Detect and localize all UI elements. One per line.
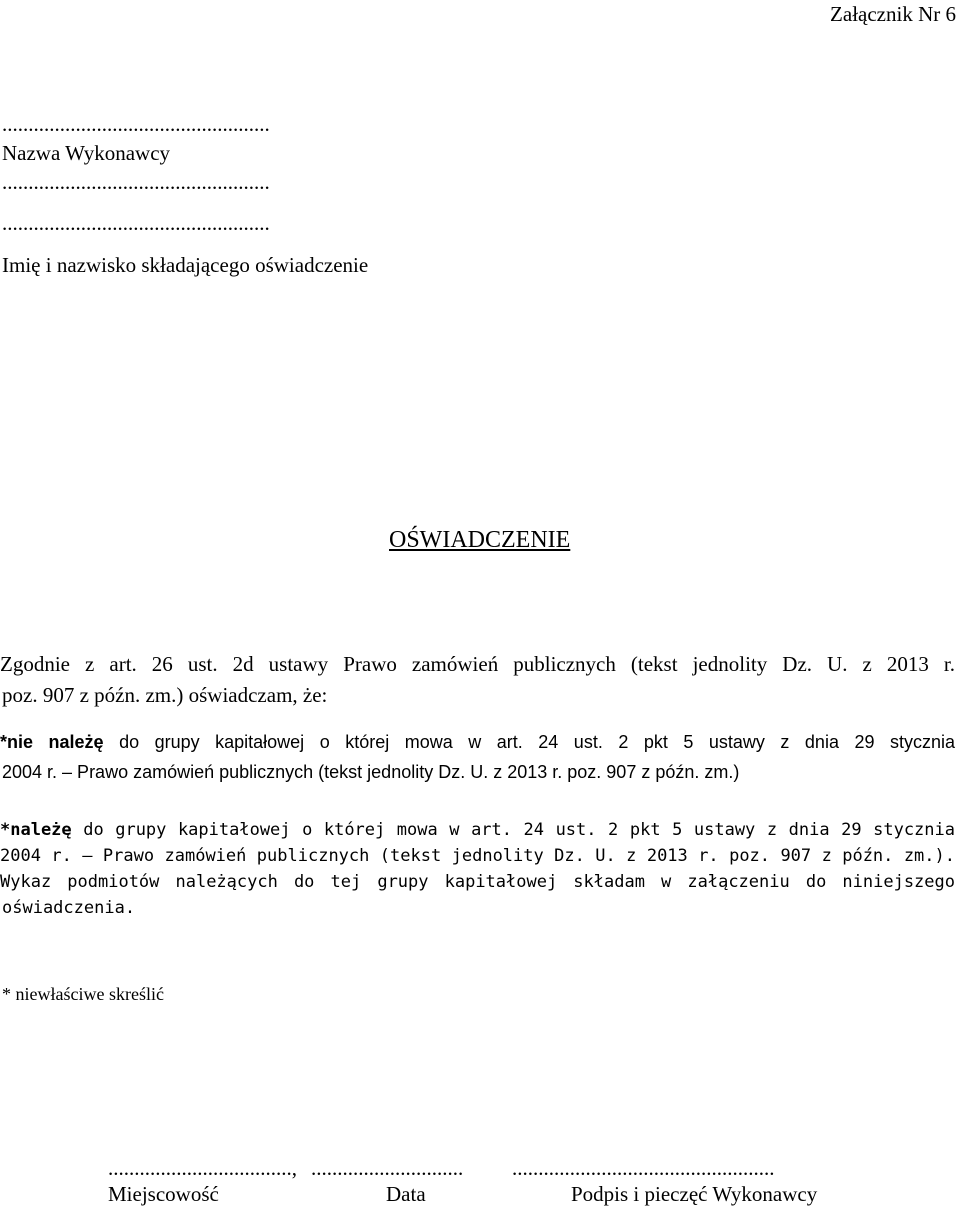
attachment-label: Załącznik Nr 6	[830, 2, 956, 26]
place-label: Miejscowość	[108, 1182, 219, 1206]
document-title: OŚWIADCZENIE	[389, 527, 571, 553]
signature-dots: ..................................................	[512, 1156, 775, 1180]
option-member-mark: *należę	[0, 820, 72, 840]
option-member-line-3: Wykaz podmiotów należących do tej grupy kapitałowej składam w załączeniu do niniejszego	[0, 872, 955, 892]
intro-line-1: Zgodnie z art. 26 ust. 2d ustawy Prawo zamówień publicznych (tekst jednolity Dz. U. z 2013 r.	[0, 652, 955, 676]
option-member-line-1: *należę do grupy kapitałowej o której mowa w art. 24 ust. 2 pkt 5 ustawy z dnia 29 stycznia	[0, 820, 955, 840]
intro-line-2: poz. 907 z późn. zm.) oświadczam, że:	[2, 683, 328, 707]
dots-line: ...................................................	[2, 211, 270, 235]
contractor-name-label: Nazwa Wykonawcy	[2, 141, 171, 165]
signature-label: Podpis i pieczęć Wykonawcy	[571, 1182, 818, 1206]
option-not-member-mark: *nie należę	[0, 732, 104, 752]
option-not-member-line-2: 2004 r. – Prawo zamówień publicznych (tekst jednolity Dz. U. z 2013 r. poz. 907 z późn. zm.)	[2, 762, 740, 782]
date-dots: .............................	[311, 1156, 464, 1180]
dots-line: ...................................................	[2, 170, 270, 194]
dots-line: ...................................................	[2, 112, 270, 136]
option-not-member-line-1: *nie należę do grupy kapitałowej o której mowa w art. 24 ust. 2 pkt 5 ustawy z dnia 29 stycznia	[0, 732, 956, 752]
option-member-line-4: oświadczenia.	[2, 898, 136, 918]
option-member-line-2: 2004 r. – Prawo zamówień publicznych (tekst jednolity Dz. U. z 2013 r. poz. 907 z późn. zm.).	[0, 846, 955, 866]
place-dots: ...................................,	[108, 1156, 297, 1180]
date-label: Data	[386, 1182, 426, 1206]
signer-name-label: Imię i nazwisko składającego oświadczenie	[2, 253, 369, 277]
footnote: * niewłaściwe skreślić	[2, 984, 164, 1004]
